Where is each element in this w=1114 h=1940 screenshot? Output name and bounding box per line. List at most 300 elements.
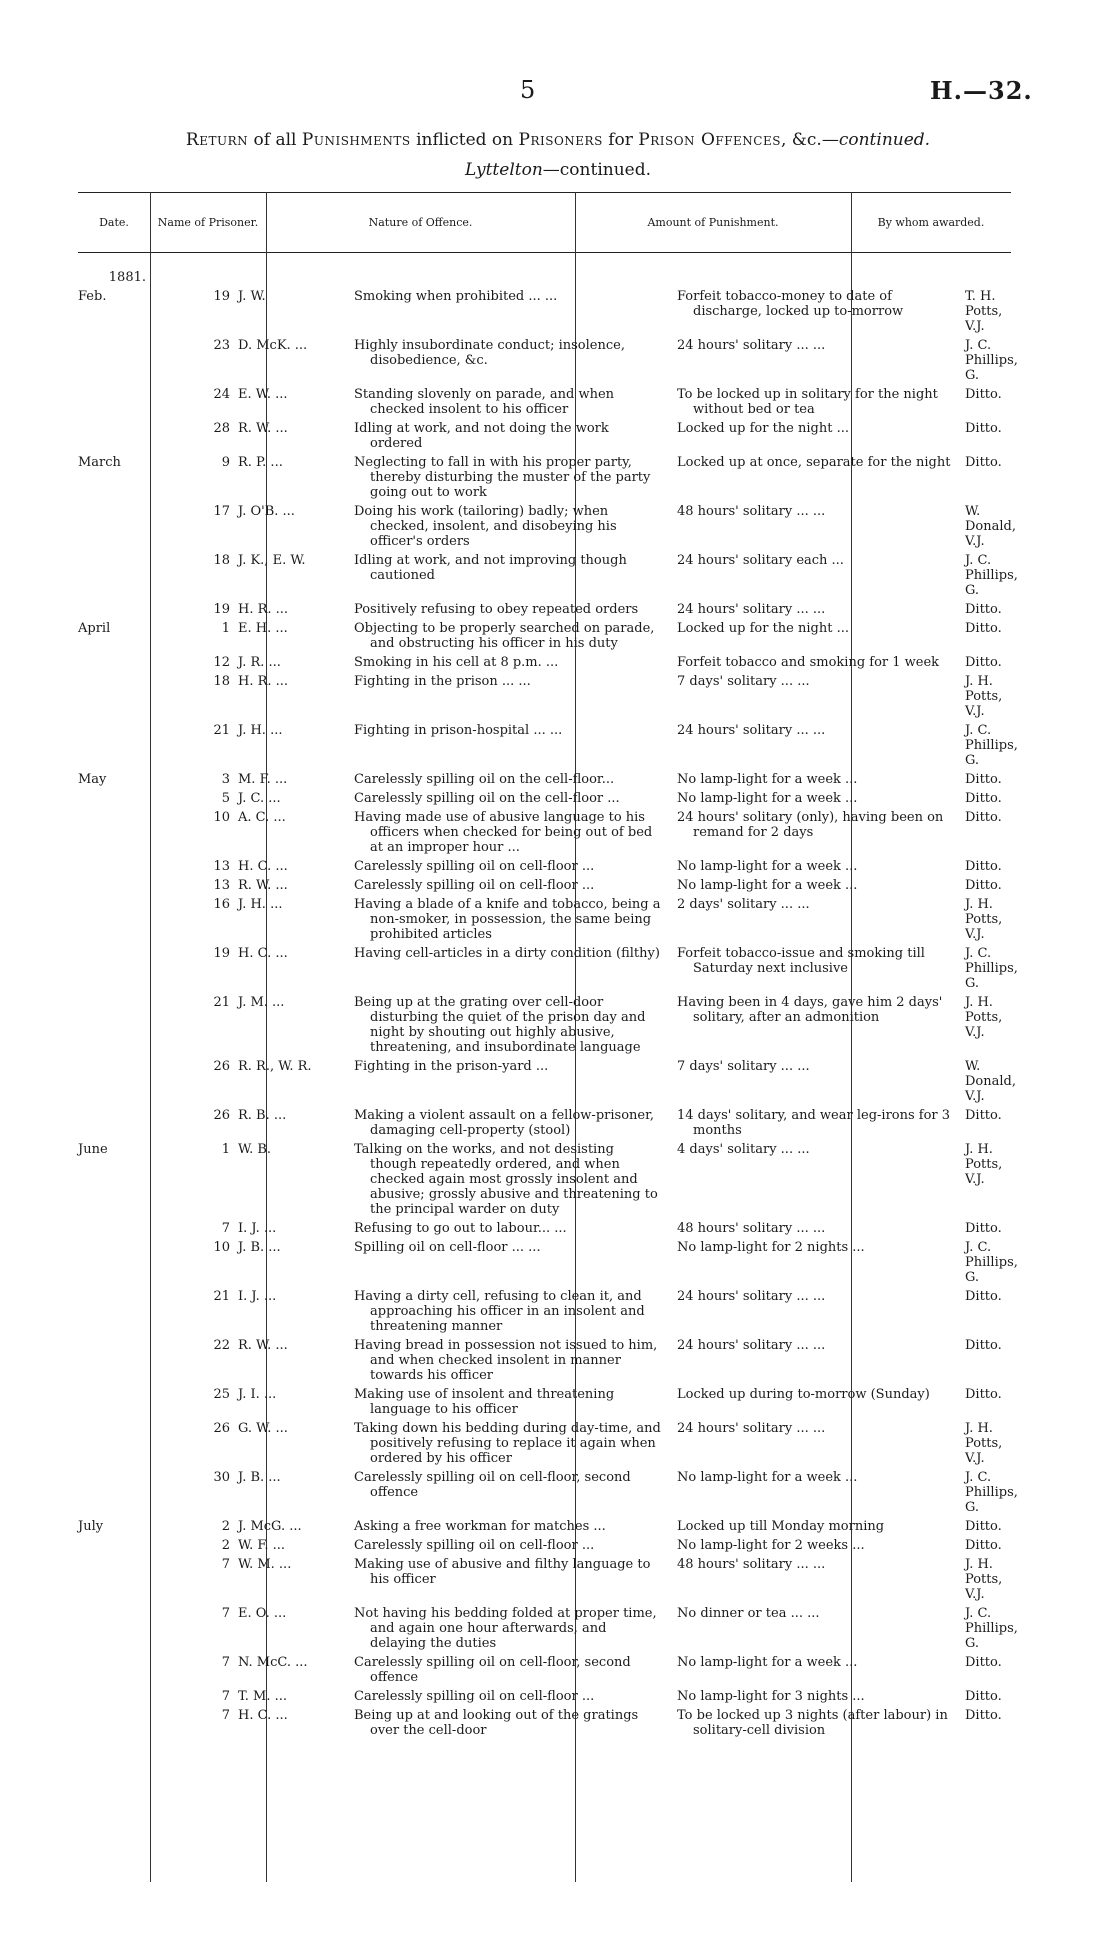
date-month (78, 1655, 146, 1689)
punishment-cell: Having been in 4 days, gave him 2 days' solitary, after an admonition (677, 995, 943, 1025)
offence-cell: Having bread in possession not issued to him, and when checked insolent in manner towards his officer (354, 1338, 658, 1383)
title-return: Return (185, 130, 249, 150)
prisoner-name: R. W. ... (238, 1338, 288, 1353)
table-row (78, 1338, 1011, 1387)
table-row (78, 1421, 1011, 1470)
header-name: Name of Prisoner. (157, 215, 259, 229)
date-day: 16 (213, 897, 230, 912)
date-day: 2 (221, 1519, 230, 1534)
offence-cell: Having made use of abusive language to his officers when checked for being out of bed at an improper hour ... (354, 810, 653, 855)
offence-cell: Smoking in his cell at 8 p.m. ... (354, 655, 559, 670)
offence-cell: Being up at and looking out of the gratings over the cell-door (354, 1708, 639, 1738)
table-row (78, 1240, 1011, 1289)
table-row (78, 995, 1011, 1059)
date-month (78, 1606, 146, 1655)
date-month (78, 1470, 146, 1519)
offence-cell: Talking on the works, and not desisting though repeatedly ordered, and when checked again most grossly insolent and abusive; grossly abusive and threatening to the principal warder on duty (354, 1142, 658, 1217)
prisoner-name: J. H. ... (238, 897, 283, 912)
punishment-cell-wrap (669, 878, 957, 897)
punishment-cell: Forfeit tobacco-issue and smoking till Saturday next inclusive (677, 946, 925, 976)
offence-cell: Neglecting to fall in with his proper party, thereby disturbing the muster of the party going out to work (354, 455, 651, 500)
prisoner-name: T. M. ... (238, 1689, 287, 1704)
date-day: 19 (213, 602, 230, 617)
punishment-cell-wrap (669, 1689, 957, 1708)
punishment-cell: No lamp-light for a week ... (677, 1655, 858, 1670)
table-row (78, 723, 1011, 772)
punishment-cell-wrap (669, 1470, 957, 1519)
prisoner-name: W. F. ... (238, 1538, 286, 1553)
prisoner-name: J. B. ... (238, 1470, 281, 1485)
table-row (78, 897, 1011, 946)
punishment-cell: 24 hours' solitary ... ... (677, 1338, 826, 1353)
punishment-cell: No lamp-light for a week ... (677, 772, 858, 787)
offence-cell-wrap (350, 1606, 669, 1655)
date-month (78, 1221, 146, 1240)
offence-cell: Highly insubordinate conduct; insolence, disobedience, &c. (354, 338, 625, 368)
title-etc: , &c.— (780, 130, 839, 150)
punishment-cell-wrap (669, 1221, 957, 1240)
awarded-by-cell: Ditto. (965, 1387, 1002, 1402)
date-month (78, 1240, 146, 1289)
date-month (78, 878, 146, 897)
date-day: 7 (221, 1655, 230, 1670)
offence-cell: Asking a free workman for matches ... (354, 1519, 606, 1534)
offence-cell-wrap (350, 897, 669, 946)
header-date: Date. (99, 215, 129, 229)
header-bottom-rule (78, 252, 1011, 253)
punishment-cell: 24 hours' solitary each ... (677, 553, 844, 568)
table-row (78, 810, 1011, 859)
offence-cell-wrap (350, 421, 669, 455)
awarded-by-cell: J. H. Potts, V.J. (965, 1142, 1003, 1187)
prisoner-name: D. McK. ... (238, 338, 308, 353)
offence-cell: Having a blade of a knife and tobacco, being a non-smoker, in possession, the same being prohibited articles (354, 897, 661, 942)
offence-cell: Positively refusing to obey repeated orders (354, 602, 639, 617)
awarded-by-cell: Ditto. (965, 810, 1002, 825)
punishment-cell: 14 days' solitary, and wear leg-irons for 3 months (677, 1108, 951, 1138)
prisoner-name: J. H. ... (238, 723, 283, 738)
table-row (78, 387, 1011, 421)
offence-cell-wrap (350, 1655, 669, 1689)
offence-cell: Fighting in the prison-yard ... (354, 1059, 549, 1074)
offence-cell-wrap (350, 1338, 669, 1387)
prisoner-name: E. W. ... (238, 387, 288, 402)
offence-cell: Fighting in the prison ... ... (354, 674, 531, 689)
offence-cell-wrap (350, 1557, 669, 1606)
awarded-by-cell: J. H. Potts, V.J. (965, 995, 1003, 1040)
punishment-cell-wrap (669, 289, 957, 338)
offence-cell: Idling at work, and not improving though cautioned (354, 553, 627, 583)
punishment-cell: 48 hours' solitary ... ... (677, 504, 826, 519)
date-month (78, 655, 146, 674)
offence-cell-wrap (350, 338, 669, 387)
title-prisoners: Prisoners (518, 130, 603, 150)
punishment-cell-wrap (669, 674, 957, 723)
offence-cell: Having a dirty cell, refusing to clean it, and approaching his officer in an insolent and threatening manner (354, 1289, 645, 1334)
table-row (78, 859, 1011, 878)
table-row (78, 791, 1011, 810)
awarded-by-cell: J. C. Phillips, G. (965, 1470, 1018, 1515)
punishment-cell-wrap (669, 995, 957, 1059)
prisoner-name: E. H. ... (238, 621, 288, 636)
table-row (78, 504, 1011, 553)
offence-cell-wrap (350, 1240, 669, 1289)
prisoner-name: W. B. (238, 1142, 272, 1157)
prisoner-name: H. C. ... (238, 1708, 288, 1723)
table-row (78, 1289, 1011, 1338)
date-day: 22 (213, 1338, 230, 1353)
offence-cell-wrap (350, 1142, 669, 1221)
date-month (78, 338, 146, 387)
punishment-cell-wrap (669, 1655, 957, 1689)
punishments-table (78, 270, 1018, 1742)
date-day: 7 (221, 1606, 230, 1621)
punishment-cell-wrap (669, 1421, 957, 1470)
punishment-cell: Locked up till Monday morning (677, 1519, 885, 1534)
subtitle-place: Lyttelton (465, 160, 543, 180)
offence-cell-wrap (350, 810, 669, 859)
offence-cell-wrap (350, 504, 669, 553)
date-month: May (78, 772, 107, 787)
awarded-by-cell: Ditto. (965, 1519, 1002, 1534)
awarded-by-cell: Ditto. (965, 878, 1002, 893)
date-month (78, 810, 146, 859)
offence-cell-wrap (350, 655, 669, 674)
prisoner-name: G. W. ... (238, 1421, 288, 1436)
date-day: 3 (221, 772, 230, 787)
date-day: 25 (213, 1387, 230, 1402)
awarded-by-cell: Ditto. (965, 1538, 1002, 1553)
punishment-cell-wrap (669, 621, 957, 655)
title-of-all: of all (253, 130, 297, 150)
punishment-cell: 24 hours' solitary (only), having been on remand for 2 days (677, 810, 944, 840)
punishment-cell: 7 days' solitary ... ... (677, 1059, 810, 1074)
punishment-cell: 7 days' solitary ... ... (677, 674, 810, 689)
table-row (78, 1108, 1011, 1142)
date-month: March (78, 455, 121, 470)
awarded-by-cell: J. H. Potts, V.J. (965, 1421, 1003, 1466)
offence-cell-wrap (350, 1689, 669, 1708)
date-month (78, 723, 146, 772)
date-month (78, 1557, 146, 1606)
table-row (78, 946, 1011, 995)
date-month (78, 1387, 146, 1421)
punishment-cell-wrap (669, 1059, 957, 1108)
awarded-by-cell: J. H. Potts, V.J. (965, 1557, 1003, 1602)
date-day: 5 (221, 791, 230, 806)
offence-cell-wrap (350, 1421, 669, 1470)
header-by-whom: By whom awarded. (877, 215, 985, 229)
punishment-cell: No lamp-light for 2 nights ... (677, 1240, 865, 1255)
punishment-cell-wrap (669, 1240, 957, 1289)
punishment-cell-wrap (669, 1538, 957, 1557)
date-day: 2 (221, 1538, 230, 1553)
date-month (78, 553, 146, 602)
table-row (78, 1689, 1011, 1708)
offence-cell-wrap (350, 553, 669, 602)
table-row (78, 1221, 1011, 1240)
punishment-cell-wrap (669, 1289, 957, 1338)
punishment-cell: Forfeit tobacco and smoking for 1 week (677, 655, 940, 670)
document-code: H.—32. (930, 76, 1033, 105)
offence-cell: Doing his work (tailoring) badly; when checked, insolent, and disobeying his officer's orders (354, 504, 617, 549)
offence-cell: Carelessly spilling oil on cell-floor, second offence (354, 1655, 631, 1685)
offence-cell-wrap (350, 1221, 669, 1240)
prisoner-name: N. McC. ... (238, 1655, 308, 1670)
awarded-by-cell: Ditto. (965, 655, 1002, 670)
offence-cell: Not having his bedding folded at proper time, and again one hour afterwards, and delaying the duties (354, 1606, 657, 1651)
date-day: 7 (221, 1708, 230, 1723)
subtitle-continued: —continued. (542, 160, 651, 180)
punishment-cell: Locked up during to-morrow (Sunday) (677, 1387, 930, 1402)
offence-cell-wrap (350, 1519, 669, 1538)
punishment-cell: 48 hours' solitary ... ... (677, 1557, 826, 1572)
date-month (78, 791, 146, 810)
page-number: 5 (520, 76, 536, 104)
punishment-cell: 24 hours' solitary ... ... (677, 723, 826, 738)
prisoner-name: J. McG. ... (238, 1519, 302, 1534)
punishment-cell-wrap (669, 455, 957, 504)
prisoner-name: R. W. ... (238, 878, 288, 893)
date-month (78, 504, 146, 553)
punishment-cell: No lamp-light for a week ... (677, 878, 858, 893)
date-month (78, 1689, 146, 1708)
offence-cell: Spilling oil on cell-floor ... ... (354, 1240, 541, 1255)
date-month (78, 1289, 146, 1338)
punishment-cell-wrap (669, 1338, 957, 1387)
table-row (78, 421, 1011, 455)
awarded-by-cell: J. C. Phillips, G. (965, 723, 1018, 768)
date-month (78, 1338, 146, 1387)
offence-cell-wrap (350, 1538, 669, 1557)
punishment-cell-wrap (669, 1708, 957, 1742)
offence-cell-wrap (350, 1289, 669, 1338)
awarded-by-cell: J. C. Phillips, G. (965, 338, 1018, 383)
punishment-cell-wrap (669, 504, 957, 553)
offence-cell: Carelessly spilling oil on cell-floor, second offence (354, 1470, 631, 1500)
date-day: 7 (221, 1689, 230, 1704)
prisoner-name: H. C. ... (238, 946, 288, 961)
punishment-cell: No lamp-light for 3 nights ... (677, 1689, 865, 1704)
offence-cell-wrap (350, 791, 669, 810)
date-day: 26 (213, 1421, 230, 1436)
offence-cell: Carelessly spilling oil on cell-floor ... (354, 859, 595, 874)
date-month: June (78, 1142, 108, 1157)
date-day: 21 (213, 995, 230, 1010)
table-row (78, 1606, 1011, 1655)
offence-cell: Carelessly spilling oil on cell-floor ... (354, 878, 595, 893)
prisoner-name: E. O. ... (238, 1606, 287, 1621)
awarded-by-cell: Ditto. (965, 455, 1002, 470)
date-day: 28 (213, 421, 230, 436)
punishment-cell-wrap (669, 387, 957, 421)
awarded-by-cell: J. C. Phillips, G. (965, 1240, 1018, 1285)
header-amount: Amount of Punishment. (647, 215, 779, 229)
date-month (78, 946, 146, 995)
title-for: for (608, 130, 633, 150)
offence-cell: Carelessly spilling oil on cell-floor ... (354, 1689, 595, 1704)
title-inflicted: inflicted on (416, 130, 514, 150)
awarded-by-cell: Ditto. (965, 387, 1002, 402)
date-day: 13 (213, 878, 230, 893)
punishment-cell: No lamp-light for a week ... (677, 791, 858, 806)
punishment-cell-wrap (669, 810, 957, 859)
awarded-by-cell: Ditto. (965, 772, 1002, 787)
awarded-by-cell: Ditto. (965, 421, 1002, 436)
prisoner-name: I. J. ... (238, 1221, 277, 1236)
offence-cell: Smoking when prohibited ... ... (354, 289, 558, 304)
table-row (78, 1708, 1011, 1742)
date-month (78, 674, 146, 723)
table-row (78, 655, 1011, 674)
offence-cell: Making use of insolent and threatening language to his officer (354, 1387, 615, 1417)
prisoner-name: J. C. ... (238, 791, 281, 806)
punishment-cell-wrap (669, 1606, 957, 1655)
header-offence: Nature of Offence. (368, 215, 473, 229)
punishment-cell: 4 days' solitary ... ... (677, 1142, 810, 1157)
table-row (78, 553, 1011, 602)
punishment-cell: No lamp-light for a week ... (677, 859, 858, 874)
awarded-by-cell: Ditto. (965, 791, 1002, 806)
offence-cell: Carelessly spilling oil on the cell-floor... (354, 772, 615, 787)
table-row (78, 455, 1011, 504)
date-day: 17 (213, 504, 230, 519)
offence-cell: Having cell-articles in a dirty condition (filthy) (354, 946, 660, 961)
offence-cell-wrap (350, 621, 669, 655)
offence-cell: Carelessly spilling oil on cell-floor ... (354, 1538, 595, 1553)
page-title (108, 130, 1008, 150)
table-row (78, 1655, 1011, 1689)
awarded-by-cell: J. C. Phillips, G. (965, 1606, 1018, 1651)
punishment-cell-wrap (669, 772, 957, 791)
offence-cell: Being up at the grating over cell-door disturbing the quiet of the prison day and night by shouting out highly abusive, threatening, and insubordinate language (354, 995, 646, 1055)
date-day: 26 (213, 1059, 230, 1074)
date-month (78, 421, 146, 455)
offence-cell: Carelessly spilling oil on the cell-floor ... (354, 791, 620, 806)
punishment-cell-wrap (669, 421, 957, 455)
punishment-cell-wrap (669, 655, 957, 674)
prisoner-name: J. R. ... (238, 655, 281, 670)
prisoner-name: J. M. ... (238, 995, 285, 1010)
awarded-by-cell: Ditto. (965, 1708, 1002, 1723)
date-month (78, 1421, 146, 1470)
offence-cell-wrap (350, 859, 669, 878)
date-day: 30 (213, 1470, 230, 1485)
date-month (78, 1538, 146, 1557)
offence-cell: Taking down his bedding during day-time, and positively refusing to replace it again when ordered by his officer (354, 1421, 661, 1466)
prisoner-name: J. W. (238, 289, 266, 304)
date-month (78, 897, 146, 946)
awarded-by-cell: Ditto. (965, 1689, 1002, 1704)
table-row (78, 621, 1011, 655)
date-day: 18 (213, 674, 230, 689)
table-row (78, 1470, 1011, 1519)
date-month (78, 859, 146, 878)
title-punishments: Punishments (301, 130, 411, 150)
punishment-cell-wrap (669, 602, 957, 621)
date-day: 21 (213, 1289, 230, 1304)
table-row (78, 1387, 1011, 1421)
punishment-cell-wrap (669, 946, 957, 995)
punishment-cell-wrap (669, 1519, 957, 1538)
punishment-cell-wrap (669, 338, 957, 387)
awarded-by-cell: W. Donald, V.J. (965, 1059, 1016, 1104)
offence-cell-wrap (350, 723, 669, 772)
date-month (78, 1708, 146, 1742)
date-day: 26 (213, 1108, 230, 1123)
awarded-by-cell: J. C. Phillips, G. (965, 946, 1018, 991)
punishment-cell: No lamp-light for a week ... (677, 1470, 858, 1485)
prisoner-name: R. R., W. R. (238, 1059, 312, 1074)
year-row (78, 270, 1011, 289)
punishment-cell: Forfeit tobacco-money to date of discharge, locked up to-morrow (677, 289, 904, 319)
offence-cell: Objecting to be properly searched on parade, and obstructing his officer in his duty (354, 621, 655, 651)
date-month: April (78, 621, 111, 636)
prisoner-name: M. F. ... (238, 772, 288, 787)
date-day: 10 (213, 1240, 230, 1255)
punishment-cell-wrap (669, 897, 957, 946)
offence-cell: Standing slovenly on parade, and when checked insolent to his officer (354, 387, 615, 417)
offence-cell-wrap (350, 878, 669, 897)
punishment-cell-wrap (669, 1108, 957, 1142)
offence-cell-wrap (350, 1470, 669, 1519)
punishment-cell-wrap (669, 791, 957, 810)
punishment-cell-wrap (669, 1142, 957, 1221)
date-day: 23 (213, 338, 230, 353)
date-month: July (78, 1519, 104, 1534)
prisoner-name: A. C. ... (238, 810, 286, 825)
awarded-by-cell: Ditto. (965, 602, 1002, 617)
awarded-by-cell: Ditto. (965, 1338, 1002, 1353)
awarded-by-cell: T. H. Potts, V.J. (965, 289, 1003, 334)
date-day: 18 (213, 553, 230, 568)
punishment-cell: 24 hours' solitary ... ... (677, 1289, 826, 1304)
date-month (78, 602, 146, 621)
punishment-cell: Locked up for the night ... (677, 421, 849, 436)
prisoner-name: W. M. ... (238, 1557, 292, 1572)
offence-cell-wrap (350, 1108, 669, 1142)
table-row (78, 1142, 1011, 1221)
offence-cell: Idling at work, and not doing the work ordered (354, 421, 609, 451)
offence-cell-wrap (350, 772, 669, 791)
offence-cell-wrap (350, 602, 669, 621)
punishment-cell: No dinner or tea ... ... (677, 1606, 820, 1621)
table-row (78, 1519, 1011, 1538)
offence-cell-wrap (350, 995, 669, 1059)
date-day: 1 (221, 1142, 230, 1157)
table-row (78, 602, 1011, 621)
awarded-by-cell: Ditto. (965, 621, 1002, 636)
punishment-cell: To be locked up 3 nights (after labour) in solitary-cell division (677, 1708, 948, 1738)
punishment-cell: No lamp-light for 2 weeks ... (677, 1538, 865, 1553)
table-row (78, 289, 1011, 338)
prisoner-name: H. R. ... (238, 602, 289, 617)
punishment-cell: Locked up for the night ... (677, 621, 849, 636)
punishment-cell: 48 hours' solitary ... ... (677, 1221, 826, 1236)
date-month (78, 1059, 146, 1108)
awarded-by-cell: Ditto. (965, 1289, 1002, 1304)
date-month (78, 995, 146, 1059)
prisoner-name: J. K., E. W. (238, 553, 306, 568)
title-prison-offences: Prison Offences (638, 130, 781, 150)
offence-cell: Making use of abusive and filthy language to his officer (354, 1557, 651, 1587)
offence-cell-wrap (350, 946, 669, 995)
date-day: 21 (213, 723, 230, 738)
prisoner-name: J. B. ... (238, 1240, 281, 1255)
date-day: 13 (213, 859, 230, 874)
awarded-by-cell: J. H. Potts, V.J. (965, 674, 1003, 719)
date-month: Feb. (78, 289, 107, 304)
